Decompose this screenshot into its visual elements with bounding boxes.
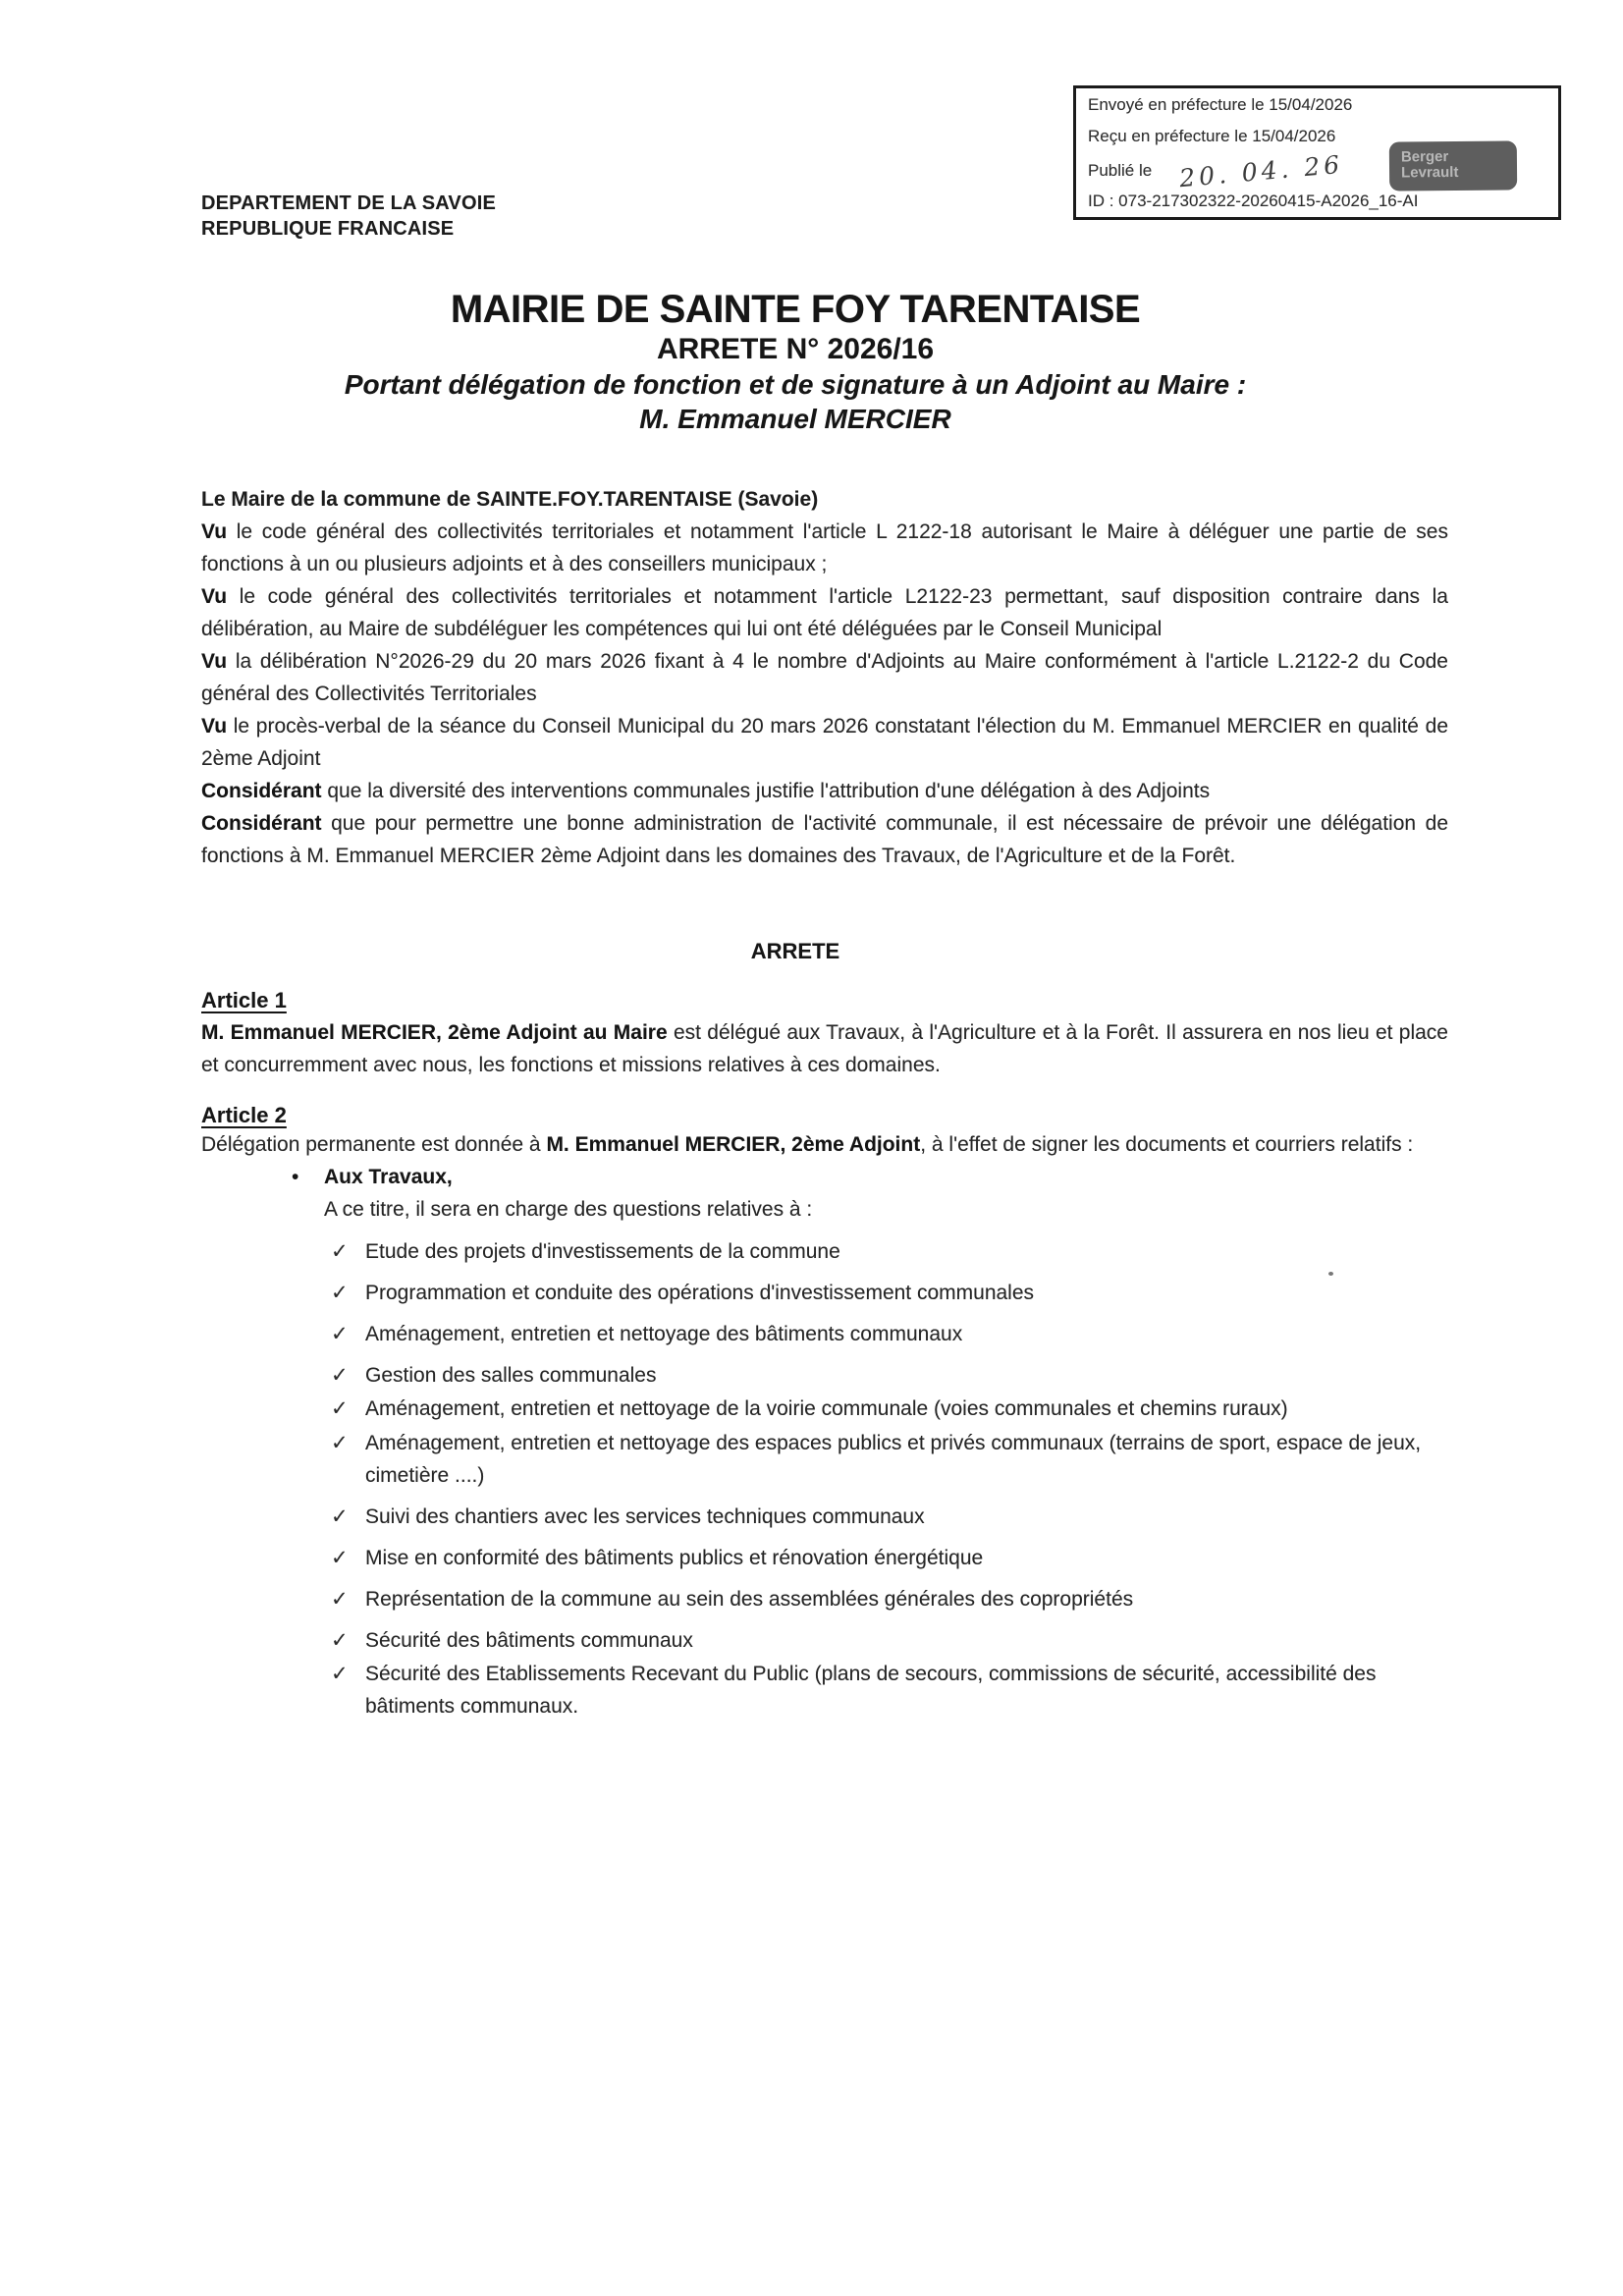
check-item bbox=[201, 1501, 1448, 1533]
berger-levrault-logo bbox=[1389, 140, 1517, 191]
check-item-text: Mise en conformité des bâtiments publics et rénovation énergétique bbox=[365, 1547, 984, 1569]
check-item-text: Programmation et conduite des opérations d'investissement communales bbox=[365, 1282, 1035, 1304]
mairie-title: MAIRIE DE SAINTE FOY TARENTAISE bbox=[450, 288, 1141, 331]
published-label: Publié le bbox=[1088, 161, 1153, 180]
vu-clause-3 bbox=[201, 645, 1448, 710]
bullet-title: Aux Travaux, bbox=[324, 1166, 453, 1188]
considerant-clause-2 bbox=[201, 807, 1448, 872]
check-item bbox=[201, 1583, 1448, 1615]
considerant-clause-1 bbox=[201, 775, 1448, 807]
stamp-received-line: Reçu en préfecture le 15/04/2026 bbox=[1088, 127, 1336, 145]
subject-name: M. Emmanuel MERCIER bbox=[639, 404, 951, 434]
check-icon: ✓ bbox=[331, 1505, 349, 1528]
article2-heading: Article 2 bbox=[201, 1103, 287, 1127]
vu-text: le code général des collectivités territoriales et notamment l'article L2122-23 permettant, sauf disposition contraire dans la délibération, au Maire de subdéléguer les compétences qui lui ont été déléguées par le Conseil Municipal bbox=[201, 585, 1448, 640]
check-icon: ✓ bbox=[331, 1282, 349, 1304]
check-icon: ✓ bbox=[331, 1629, 349, 1652]
check-item-text: Représentation de la commune au sein des assemblées générales des copropriétés bbox=[365, 1588, 1134, 1611]
vu-label: Vu bbox=[201, 650, 228, 673]
badge-line2: Levrault bbox=[1400, 163, 1459, 182]
arrete-heading: ARRETE bbox=[750, 939, 840, 963]
check-item-text: Suivi des chantiers avec les services techniques communaux bbox=[365, 1505, 925, 1528]
prefecture-stamp bbox=[1073, 85, 1561, 220]
check-icon: ✓ bbox=[331, 1323, 349, 1345]
check-item-text: Aménagement, entretien et nettoyage des espaces publics et privés communaux (terrains de sport, espace de jeux, cimetière ....) bbox=[365, 1432, 1422, 1487]
bullet-intro-line: A ce titre, il sera en charge des questions relatives à : bbox=[324, 1198, 813, 1221]
stamp-id-line: ID : 073-217302322-20260415-A2026_16-AI bbox=[1088, 191, 1419, 210]
subject-line: Portant délégation de fonction et de signature à un Adjoint au Maire : bbox=[344, 369, 1247, 400]
published-date-handwritten: 20. 04. 26 bbox=[1178, 149, 1345, 192]
check-item bbox=[201, 1318, 1448, 1350]
vu-text: le code général des collectivités territoriales et notamment l'article L 2122-18 autorisant le Maire à déléguer une partie de ses fonctions à un ou plusieurs adjoints et à des conseillers municipaux ; bbox=[201, 520, 1448, 575]
check-item-text: Sécurité des Etablissements Recevant du Public (plans de secours, commissions de sécurité, accessibilité des bâtiments communaux. bbox=[365, 1663, 1377, 1718]
article1-bold-name: M. Emmanuel MERCIER, 2ème Adjoint au Maire bbox=[201, 1021, 668, 1044]
document-body bbox=[201, 287, 1448, 1731]
considerant-text: que la diversité des interventions communales justifie l'attribution d'une délégation à des Adjoints bbox=[327, 780, 1211, 802]
check-item bbox=[201, 1277, 1448, 1309]
vu-label: Vu bbox=[201, 585, 228, 608]
considerant-text: que pour permettre une bonne administration de l'activité communale, il est nécessaire de prévoir une délégation de fonctions à M. Emmanuel MERCIER 2ème Adjoint dans les domaines des Travaux, de l'Agriculture et de la Forêt. bbox=[201, 812, 1449, 867]
vu-clause-2 bbox=[201, 580, 1448, 645]
check-icon: ✓ bbox=[331, 1547, 349, 1569]
vu-label: Vu bbox=[201, 520, 228, 543]
vu-clause-1 bbox=[201, 516, 1448, 580]
considerant-label: Considérant bbox=[201, 812, 322, 835]
check-item bbox=[201, 1235, 1448, 1268]
check-item-text: Etude des projets d'investissements de la commune bbox=[365, 1240, 840, 1263]
check-icon: ✓ bbox=[331, 1364, 349, 1387]
republic-line: REPUBLIQUE FRANCAISE bbox=[201, 218, 455, 240]
article2-bold-name: M. Emmanuel MERCIER, 2ème Adjoint bbox=[546, 1133, 921, 1156]
vu-text: la délibération N°2026-29 du 20 mars 2026 fixant à 4 le nombre d'Adjoints au Maire conformément à l'article L.2122-2 du Code général des Collectivités Territoriales bbox=[201, 650, 1448, 705]
article1-heading: Article 1 bbox=[201, 988, 287, 1012]
check-item-text: Gestion des salles communales bbox=[365, 1364, 657, 1387]
article2-text bbox=[201, 1131, 1448, 1159]
title-block bbox=[201, 287, 1389, 436]
article1-body-text: est délégué aux Travaux, à l'Agriculture et à la Forêt. Il assurera en nos lieu et place et concurremment avec nous, les fonctions et missions relatives à ces domaines. bbox=[201, 1021, 1448, 1076]
vu-text: le procès-verbal de la séance du Conseil Municipal du 20 mars 2026 constatant l'élection du M. Emmanuel MERCIER en qualité de 2ème Adjoint bbox=[201, 715, 1448, 770]
article1-text bbox=[201, 1016, 1448, 1081]
vu-label: Vu bbox=[201, 715, 228, 738]
check-icon: ✓ bbox=[331, 1432, 349, 1454]
check-icon: ✓ bbox=[331, 1588, 349, 1611]
check-item bbox=[201, 1359, 1448, 1392]
vu-clause-4 bbox=[201, 710, 1448, 775]
article2-pre-text: Délégation permanente est donnée à bbox=[201, 1133, 541, 1156]
opening-line: Le Maire de la commune de SAINTE.FOY.TARENTAISE (Savoie) bbox=[201, 488, 819, 511]
check-item bbox=[201, 1542, 1448, 1574]
check-item bbox=[201, 1427, 1448, 1492]
check-icon: ✓ bbox=[331, 1240, 349, 1263]
bullet-aux-travaux bbox=[201, 1161, 1448, 1193]
check-item-text: Aménagement, entretien et nettoyage de la voirie communale (voies communales et chemins ruraux) bbox=[365, 1397, 1288, 1420]
check-item bbox=[201, 1658, 1448, 1722]
delegation-checklist bbox=[201, 1235, 1448, 1722]
letterhead bbox=[201, 191, 496, 242]
considerant-label: Considérant bbox=[201, 780, 322, 802]
check-item bbox=[201, 1624, 1448, 1657]
scan-artifact-dot bbox=[1328, 1272, 1333, 1276]
check-icon: ✓ bbox=[331, 1663, 349, 1685]
department-line: DEPARTEMENT DE LA SAVOIE bbox=[201, 192, 497, 214]
check-item-text: Aménagement, entretien et nettoyage des bâtiments communaux bbox=[365, 1323, 963, 1345]
article2-post-text: , à l'effet de signer les documents et courriers relatifs : bbox=[920, 1133, 1414, 1156]
check-item-text: Sécurité des bâtiments communaux bbox=[365, 1629, 693, 1652]
arrete-number: ARRETE N° 2026/16 bbox=[656, 333, 935, 365]
check-icon: ✓ bbox=[331, 1397, 349, 1420]
stamp-sent-line: Envoyé en préfecture le 15/04/2026 bbox=[1088, 95, 1353, 114]
bullet-icon: • bbox=[292, 1166, 299, 1188]
badge-line1: Berger bbox=[1400, 148, 1449, 166]
check-item bbox=[201, 1393, 1448, 1425]
